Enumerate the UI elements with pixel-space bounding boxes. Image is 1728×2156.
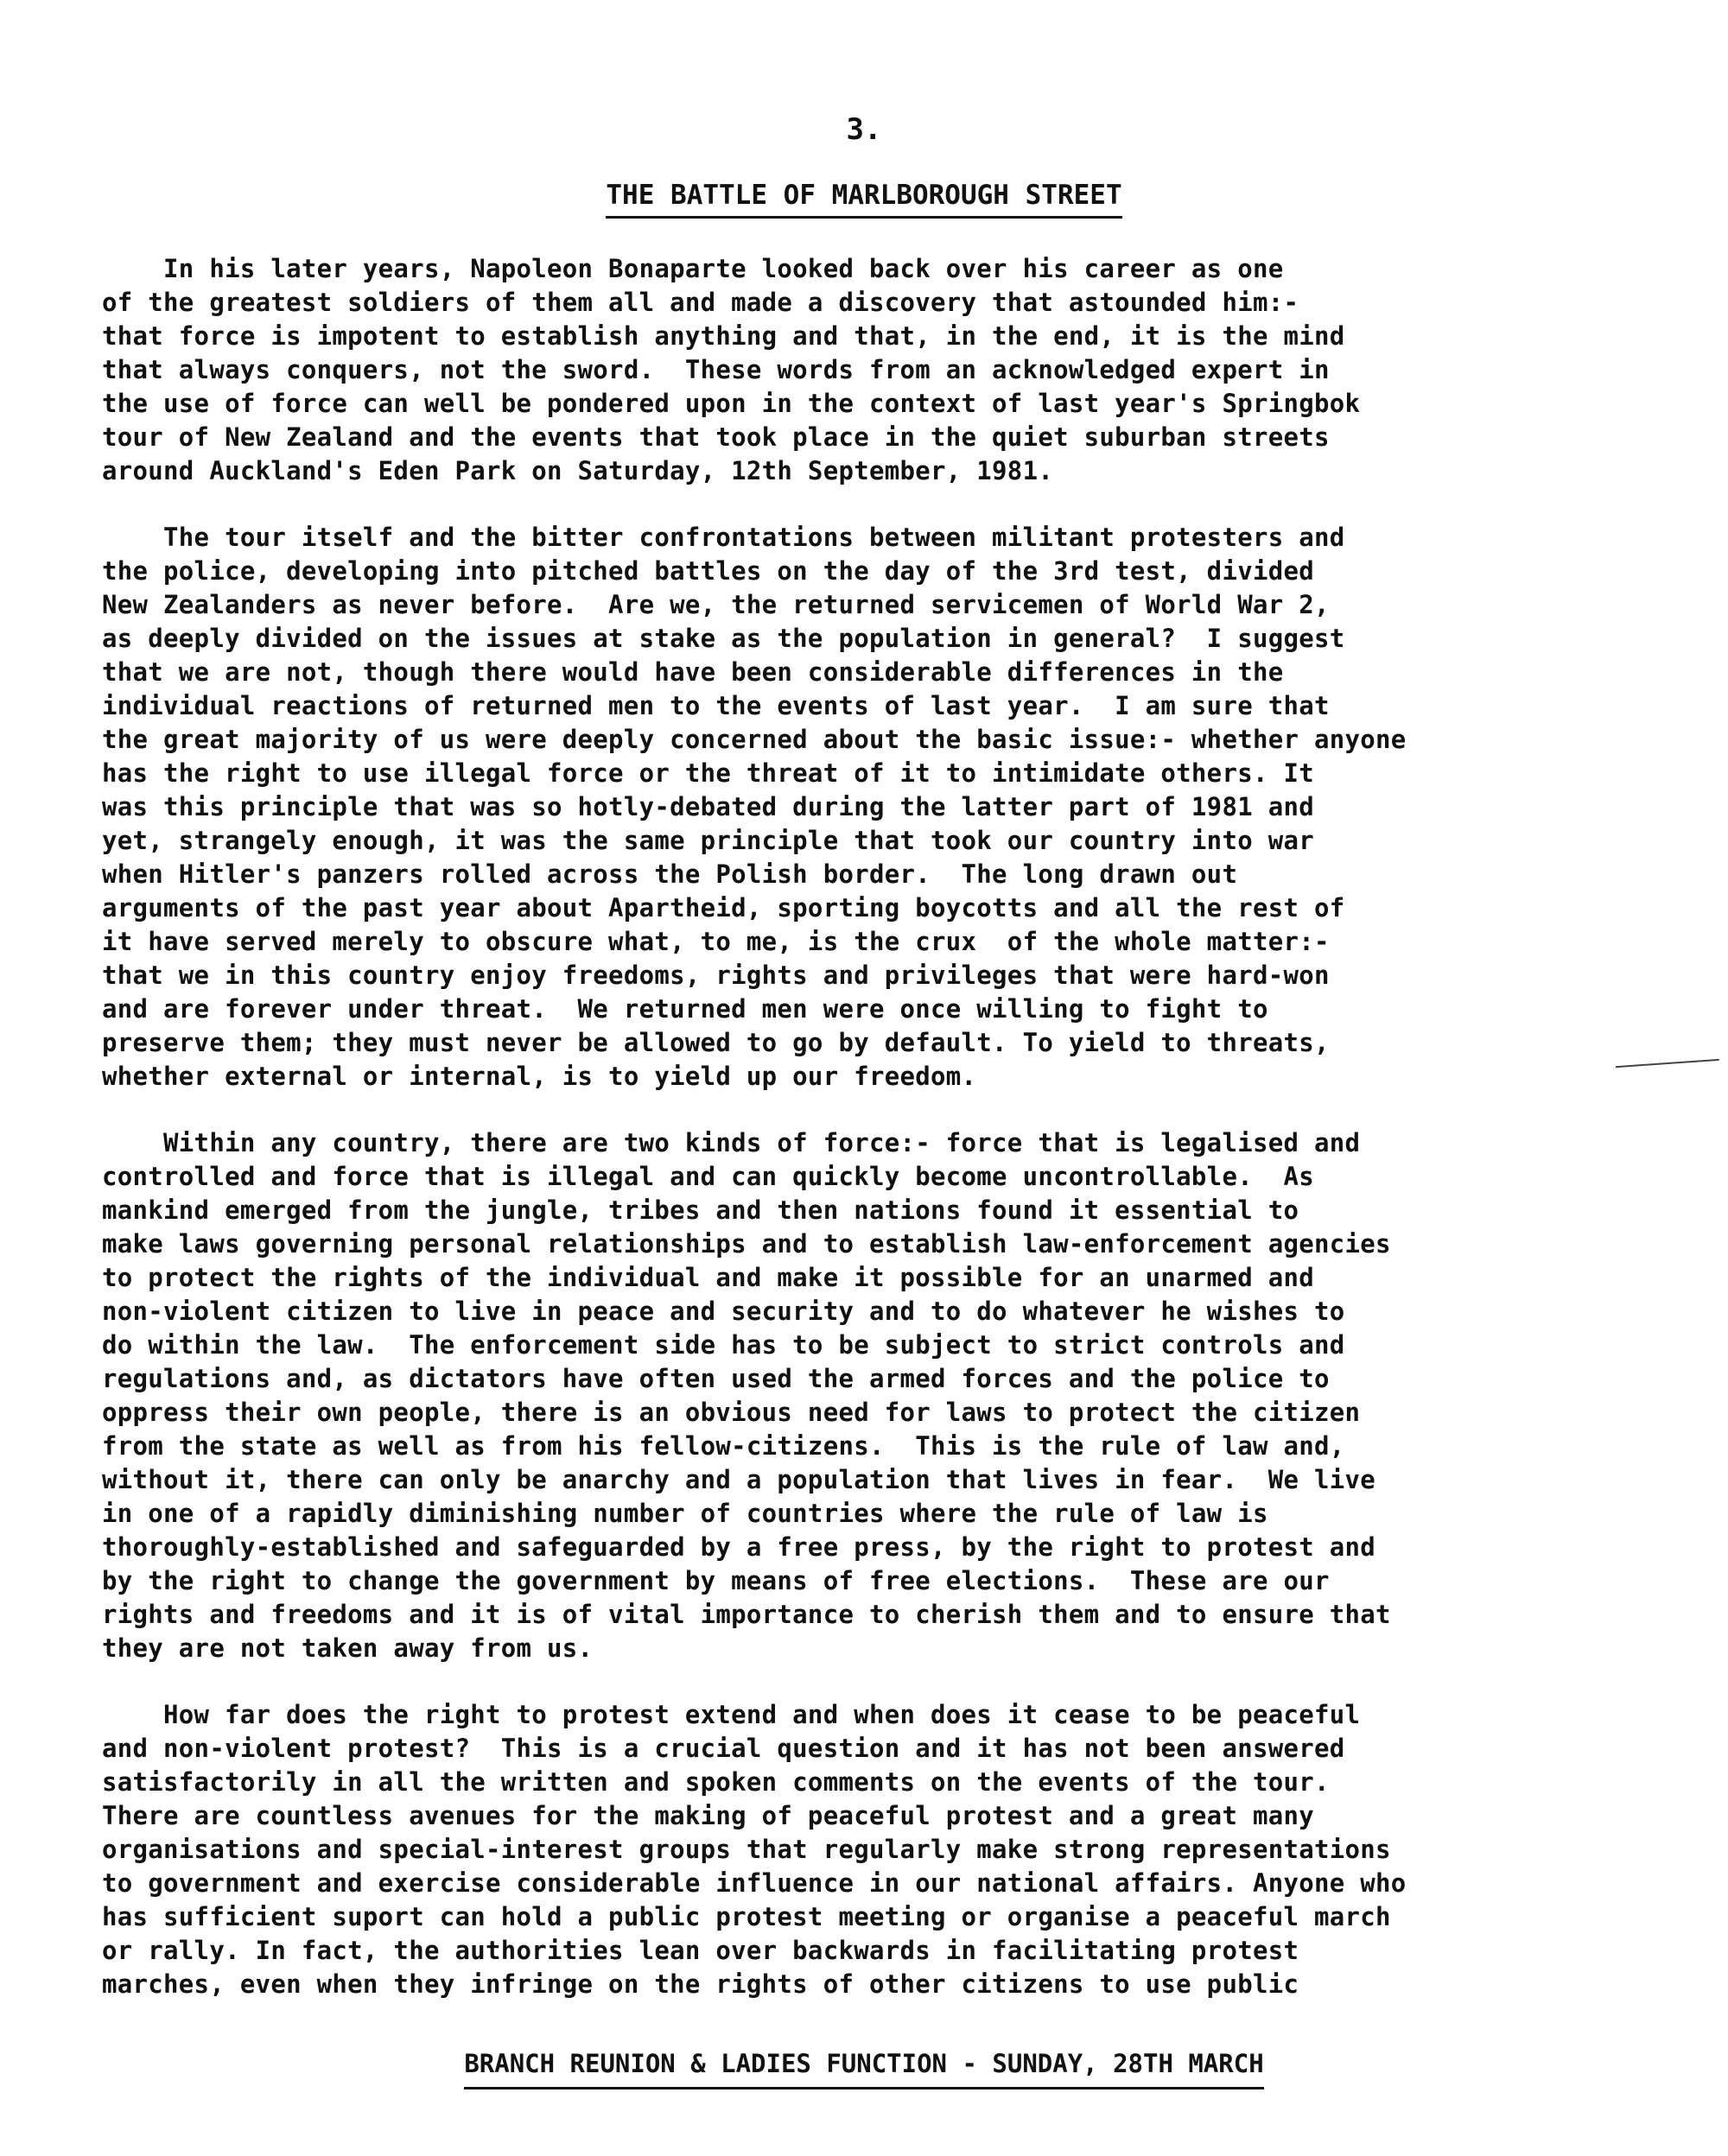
text-line: around Auckland's Eden Park on Saturday, 12th September, 1981.	[102, 456, 1054, 485]
text-line: satisfactorily in all the written and spoken comments on the events of the tour.	[102, 1767, 1330, 1797]
text-line: preserve them; they must never be allowed to go by default. To yield to threats,	[102, 1028, 1330, 1057]
text-line: do within the law. The enforcement side has to be subject to strict controls and	[102, 1330, 1345, 1360]
article-body	[102, 252, 1536, 2034]
text-line: There are countless avenues for the making of peaceful protest and a great many	[102, 1801, 1314, 1830]
text-line: New Zealanders as never before. Are we, the returned servicemen of World War 2,	[102, 590, 1330, 619]
text-line: has sufficient suport can hold a public protest meeting or organise a peaceful march	[102, 1902, 1391, 1931]
text-line: make laws governing personal relationships and to establish law-enforcement agencies	[102, 1229, 1391, 1259]
text-line: arguments of the past year about Apartheid, sporting boycotts and all the rest of	[102, 893, 1345, 923]
text-line: or rally. In fact, the authorities lean over backwards in facilitating protest	[102, 1936, 1299, 1965]
page-number: 3.	[846, 112, 882, 147]
text-line: marches, even when they infringe on the rights of other citizens to use public	[102, 1969, 1299, 1999]
text-line: and non-violent protest? This is a crucial question and it has not been answered	[102, 1734, 1345, 1763]
text-line: thoroughly-established and safeguarded by a free press, by the right to protest and	[102, 1532, 1376, 1562]
text-line: Within any country, there are two kinds of force:- force that is legalised and	[102, 1128, 1361, 1157]
article-title-text: THE BATTLE OF MARLBOROUGH STREET	[606, 180, 1121, 219]
paragraph	[102, 521, 1536, 1094]
text-line: from the state as well as from his fellow-citizens. This is the rule of law and,	[102, 1431, 1345, 1461]
text-line: non-violent citizen to live in peace and security and to do whatever he wishes to	[102, 1297, 1345, 1326]
text-line: by the right to change the government by means of free elections. These are our	[102, 1566, 1330, 1595]
paragraph	[102, 1126, 1536, 1665]
text-line: as deeply divided on the issues at stake as the population in general? I suggest	[102, 624, 1345, 653]
footer-notice-text: BRANCH REUNION & LADIES FUNCTION - SUNDAY, 28TH MARCH	[464, 2049, 1263, 2089]
text-line: without it, there can only be anarchy and a population that lives in fear. We live	[102, 1465, 1376, 1494]
text-line: rights and freedoms and it is of vital importance to cherish them and to ensure that	[102, 1600, 1391, 1629]
text-line: of the greatest soldiers of them all and made a discovery that astounded him:-	[102, 288, 1299, 317]
text-line: individual reactions of returned men to the events of last year. I am sure that	[102, 691, 1330, 720]
text-line: that we are not, though there would have been considerable differences in the	[102, 657, 1284, 687]
text-line: to government and exercise considerable influence in our national affairs. Anyone who	[102, 1868, 1407, 1898]
text-line: In his later years, Napoleon Bonaparte looked back over his career as one	[102, 254, 1284, 283]
text-line: that force is impotent to establish anything and that, in the end, it is the mind	[102, 321, 1345, 351]
text-line: mankind emerged from the jungle, tribes and then nations found it essential to	[102, 1195, 1299, 1225]
text-line: organisations and special-interest groups that regularly make strong representations	[102, 1835, 1391, 1864]
text-line: whether external or internal, is to yield up our freedom.	[102, 1062, 977, 1091]
text-line: they are not taken away from us.	[102, 1633, 594, 1663]
text-line: was this principle that was so hotly-debated during the latter part of 1981 and	[102, 792, 1314, 821]
text-line: controlled and force that is illegal and can quickly become uncontrollable. As	[102, 1162, 1314, 1191]
text-line: in one of a rapidly diminishing number of countries where the rule of law is	[102, 1499, 1268, 1528]
text-line: when Hitler's panzers rolled across the Polish border. The long drawn out	[102, 859, 1238, 889]
text-line: oppress their own people, there is an obvious need for laws to protect the citizen	[102, 1398, 1361, 1427]
text-line: The tour itself and the bitter confrontations between militant protesters and	[102, 523, 1345, 552]
text-line: How far does the right to protest extend and when does it cease to be peaceful	[102, 1700, 1361, 1729]
text-line: and are forever under threat. We returned men were once willing to fight to	[102, 994, 1268, 1024]
text-line: has the right to use illegal force or the threat of it to intimidate others. It	[102, 758, 1314, 788]
article-title	[0, 180, 1728, 219]
text-line: that always conquers, not the sword. These words from an acknowledged expert in	[102, 355, 1330, 384]
text-line: tour of New Zealand and the events that took place in the quiet suburban streets	[102, 422, 1330, 452]
text-line: the police, developing into pitched battles on the day of the 3rd test, divided	[102, 556, 1314, 586]
text-line: that we in this country enjoy freedoms, rights and privileges that were hard-won	[102, 961, 1330, 990]
paragraph	[102, 252, 1536, 488]
text-line: regulations and, as dictators have often used the armed forces and the police to	[102, 1364, 1330, 1393]
text-line: the great majority of us were deeply concerned about the basic issue:- whether anyone	[102, 725, 1407, 754]
text-line: yet, strangely enough, it was the same principle that took our country into war	[102, 826, 1314, 855]
footer-notice	[0, 2049, 1728, 2089]
text-line: it have served merely to obscure what, to me, is the crux of the whole matter:-	[102, 927, 1330, 956]
margin-pen-mark	[1616, 1059, 1719, 1073]
paragraph	[102, 1698, 1536, 2001]
text-line: the use of force can well be pondered upon in the context of last year's Springbok	[102, 389, 1361, 418]
text-line: to protect the rights of the individual and make it possible for an unarmed and	[102, 1263, 1314, 1292]
